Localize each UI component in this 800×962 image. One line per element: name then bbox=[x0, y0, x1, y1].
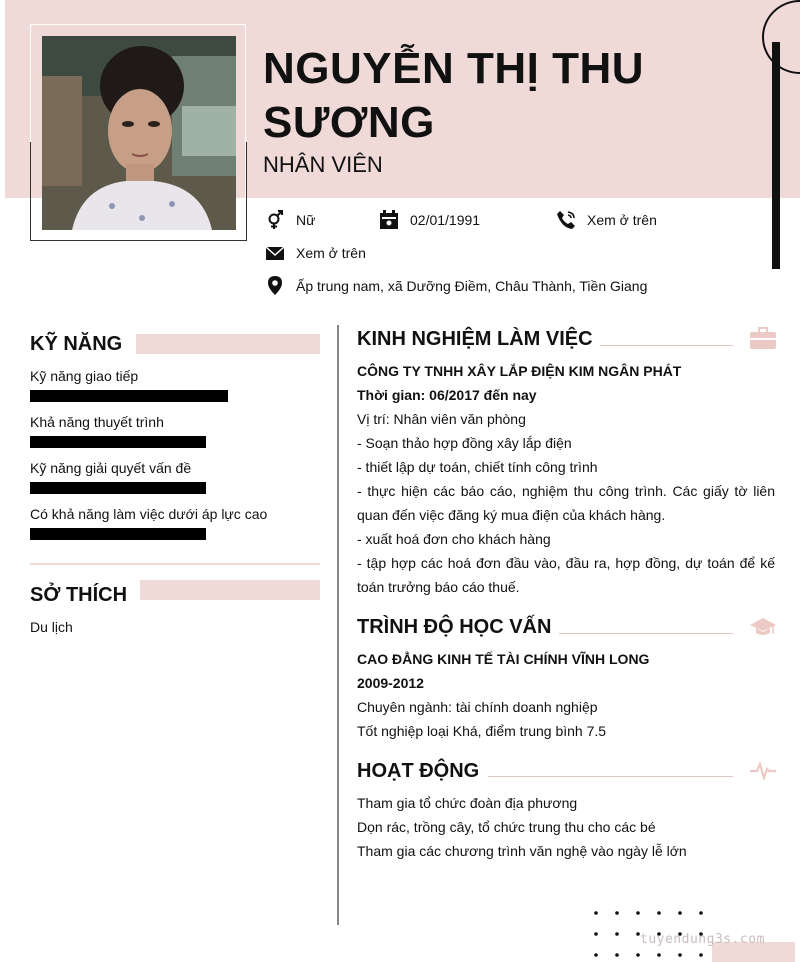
skill-bar bbox=[30, 528, 230, 540]
email-row bbox=[265, 243, 366, 263]
duty-item: - thực hiện các báo cáo, nghiệm thu công trình. Các giấy tờ liên quan đến việc đăng ký mua điện của khách hàng. bbox=[357, 483, 775, 523]
duty-item: - Soạn thảo hợp đồng xây lắp điện bbox=[357, 435, 572, 451]
hobby-item: Du lịch bbox=[30, 619, 73, 635]
address-row bbox=[265, 276, 647, 296]
skill-bar-fill bbox=[30, 390, 228, 402]
gender-value: Nữ bbox=[296, 212, 316, 228]
hobbies-heading-bar bbox=[140, 580, 320, 600]
candidate-name: NGUYỄN THỊ THU SƯƠNG bbox=[263, 44, 644, 147]
skill-bar bbox=[30, 482, 230, 494]
skills-heading-bar bbox=[136, 334, 320, 354]
skill-bar bbox=[30, 436, 230, 448]
gender-icon bbox=[265, 210, 285, 230]
decorative-vertical-bar bbox=[772, 42, 780, 269]
phone-row bbox=[556, 210, 657, 230]
skill-label: Khả năng thuyết trình bbox=[30, 414, 164, 430]
skill-bar-fill bbox=[30, 528, 206, 540]
school-years: 2009-2012 bbox=[357, 675, 424, 691]
gender-row bbox=[265, 210, 315, 230]
column-divider bbox=[337, 325, 339, 925]
activity-item: Tham gia tổ chức đoàn địa phương bbox=[357, 795, 578, 811]
phone-value: Xem ở trên bbox=[587, 212, 657, 228]
company-name: CÔNG TY TNHH XÂY LẮP ĐIỆN KIM NGÂN PHÁT bbox=[357, 363, 682, 379]
profile-photo bbox=[42, 36, 236, 230]
work-period: Thời gian: 06/2017 đến nay bbox=[357, 387, 537, 403]
phone-icon bbox=[556, 210, 576, 230]
skill-label: Kỹ năng giao tiếp bbox=[30, 368, 139, 384]
skill-label: Có khả năng làm việc dưới áp lực cao bbox=[30, 506, 268, 522]
education-heading: TRÌNH ĐỘ HỌC VẤN bbox=[357, 616, 552, 638]
birthdate-value: 02/01/1991 bbox=[410, 212, 481, 228]
skills-heading: KỸ NĂNG bbox=[30, 333, 123, 355]
calendar-icon bbox=[379, 210, 399, 230]
briefcase-icon bbox=[750, 327, 776, 349]
email-value: Xem ở trên bbox=[296, 245, 366, 261]
skill-bar-fill bbox=[30, 436, 206, 448]
activity-pulse-icon bbox=[750, 762, 776, 780]
school-grade: Tốt nghiệp loại Khá, điểm trung bình 7.5 bbox=[357, 723, 607, 739]
email-icon bbox=[265, 243, 285, 263]
school-major: Chuyên ngành: tài chính doanh nghiệp bbox=[357, 699, 598, 715]
duty-item: - thiết lập dự toán, chiết tính công trình bbox=[357, 459, 598, 475]
work-position: Vị trí: Nhân viên văn phòng bbox=[357, 411, 526, 427]
candidate-role: NHÂN VIÊN bbox=[263, 152, 383, 177]
activities-heading: HOẠT ĐỘNG bbox=[357, 760, 480, 782]
left-divider bbox=[30, 563, 320, 565]
address-value: Ấp trung nam, xã Dưỡng Điềm, Châu Thành, Tiền Giang bbox=[296, 278, 648, 294]
activity-item: Tham gia các chương trình văn nghệ vào ngày lễ lớn bbox=[357, 843, 687, 859]
activities-rule bbox=[488, 776, 733, 777]
location-icon bbox=[265, 276, 285, 296]
skill-bar bbox=[30, 390, 230, 402]
experience-heading: KINH NGHIỆM LÀM VIỆC bbox=[357, 328, 593, 350]
activity-item: Dọn rác, trồng cây, tổ chức trung thu cho các bé bbox=[357, 819, 656, 835]
birthdate-row bbox=[379, 210, 480, 230]
graduation-cap-icon bbox=[750, 616, 776, 638]
skill-label: Kỹ năng giải quyết vấn đề bbox=[30, 460, 192, 476]
skill-bar-fill bbox=[30, 482, 206, 494]
duty-item: - xuất hoá đơn cho khách hàng bbox=[357, 531, 551, 547]
duty-item: - tập hợp các hoá đơn đầu vào, đầu ra, hợp đồng, dự toán để kế toán trưởng báo cáo thuế. bbox=[357, 555, 775, 595]
experience-rule bbox=[600, 345, 733, 346]
hobbies-heading: SỞ THÍCH bbox=[30, 584, 128, 606]
education-rule bbox=[559, 633, 733, 634]
watermark: tuyendung3s.com bbox=[640, 932, 765, 947]
school-name: CAO ĐẲNG KINH TẾ TÀI CHÍNH VĨNH LONG bbox=[357, 651, 650, 667]
